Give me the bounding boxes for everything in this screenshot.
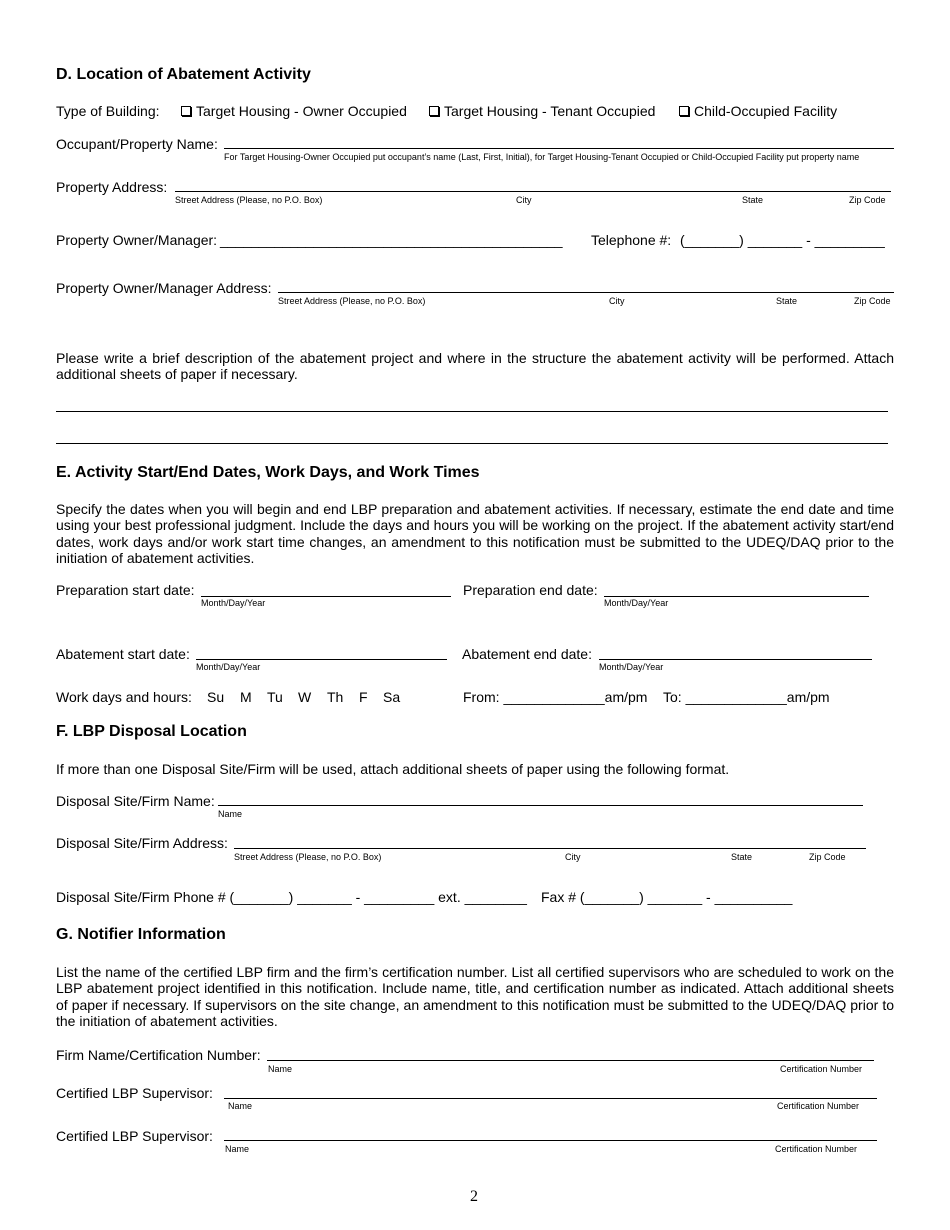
disposal-address-field[interactable]: [234, 848, 866, 849]
name-hint: Name: [228, 1101, 253, 1111]
supervisor-label-1: Certified LBP Supervisor:: [56, 1085, 213, 1101]
section-f-title: F. LBP Disposal Location: [56, 723, 247, 740]
date-hint: Month/Day/Year: [599, 662, 664, 672]
state-hint: State: [742, 195, 764, 205]
section-f-note: If more than one Disposal Site/Firm will be used, attach additional sheets of paper using the following format.: [56, 761, 730, 777]
name-hint: Name: [218, 809, 243, 819]
option-owner-occupied[interactable]: Target Housing - Owner Occupied: [181, 103, 407, 119]
disposal-name-label: Disposal Site/Firm Name:: [56, 793, 215, 809]
property-address-label: Property Address:: [56, 179, 168, 195]
section-d-title: D. Location of Abatement Activity: [56, 66, 311, 83]
occupant-name-label: Occupant/Property Name:: [56, 136, 218, 152]
day-w[interactable]: W: [298, 689, 312, 705]
day-su[interactable]: Su: [207, 689, 225, 705]
abate-end-field[interactable]: [599, 659, 872, 660]
state-hint: State: [776, 296, 798, 306]
checkbox-icon[interactable]: [679, 106, 689, 116]
city-hint: City: [565, 852, 581, 862]
abate-end-label: Abatement end date:: [462, 646, 592, 662]
cert-hint: Certification Number: [780, 1064, 863, 1074]
day-th[interactable]: Th: [327, 689, 344, 705]
street-hint: Street Address (Please, no P.O. Box): [278, 296, 426, 306]
day-tu[interactable]: Tu: [267, 689, 283, 705]
owner-address-field[interactable]: [278, 292, 894, 293]
day-f[interactable]: F: [359, 689, 368, 705]
checkbox-icon[interactable]: [181, 106, 191, 116]
zip-hint: Zip Code: [809, 852, 846, 862]
zip-hint: Zip Code: [849, 195, 886, 205]
section-g-instructions: List the name of the certified LBP firm and the firm’s certification number. List all certified supervisors who are scheduled to work on the LBP abatement project identified in this notification. Include name, title, and certification number as indicated. Attach additional sheets of paper if necessary. If supervisors on the site change, an amendment to this notification must be submitted to the UDEQ/DAQ prior to the initiation of abatement activities.: [56, 964, 894, 1029]
cert-hint: Certification Number: [775, 1144, 858, 1154]
supervisor-field-1[interactable]: [224, 1098, 877, 1099]
disposal-phone-field[interactable]: Disposal Site/Firm Phone # (_______) _______ - _________ ext. ________: [56, 889, 527, 905]
supervisor-field-2[interactable]: [224, 1140, 877, 1141]
supervisor-label-2: Certified LBP Supervisor:: [56, 1128, 213, 1144]
project-description-instructions: Please write a brief description of the abatement project and where in the structure the abatement activity will be performed. Attach additional sheets of paper if necessary.: [56, 350, 894, 383]
work-hours-to-field[interactable]: To: _____________am/pm: [663, 689, 830, 705]
prep-end-field[interactable]: [604, 596, 869, 597]
date-hint: Month/Day/Year: [604, 598, 669, 608]
date-hint: Month/Day/Year: [201, 598, 266, 608]
name-hint: Name: [268, 1064, 293, 1074]
prep-end-label: Preparation end date:: [463, 582, 598, 598]
checkbox-icon[interactable]: [429, 106, 439, 116]
disposal-name-field[interactable]: [218, 805, 863, 806]
city-hint: City: [516, 195, 532, 205]
section-e-title: E. Activity Start/End Dates, Work Days, and Work Times: [56, 464, 480, 481]
city-hint: City: [609, 296, 625, 306]
section-e-instructions: Specify the dates when you will begin and end LBP preparation and abatement activities. If necessary, estimate the end date and time using your best professional judgment. Include the days and hours you will be working on the project. If the abatement activity start/end dates, work days and/or work start time changes, an amendment to this notification must be submitted to the UDEQ/DAQ prior to the initiation of abatement activities.: [56, 501, 894, 566]
section-g-title: G. Notifier Information: [56, 926, 226, 943]
telephone-label: Telephone #:: [591, 232, 672, 248]
state-hint: State: [731, 852, 753, 862]
description-line-1[interactable]: [56, 411, 888, 412]
abate-start-label: Abatement start date:: [56, 646, 190, 662]
firm-cert-label: Firm Name/Certification Number:: [56, 1047, 261, 1063]
street-hint: Street Address (Please, no P.O. Box): [175, 195, 323, 205]
work-hours-from-field[interactable]: From: _____________am/pm: [463, 689, 648, 705]
prep-start-label: Preparation start date:: [56, 582, 195, 598]
property-address-field[interactable]: [175, 191, 891, 192]
telephone-field[interactable]: (_______) _______ - _________: [680, 232, 885, 248]
option-tenant-occupied[interactable]: Target Housing - Tenant Occupied: [429, 103, 655, 119]
prep-start-field[interactable]: [201, 596, 451, 597]
firm-cert-field[interactable]: [267, 1060, 874, 1061]
page-number: 2: [470, 1188, 478, 1205]
owner-manager-label: Property Owner/Manager:: [56, 232, 218, 248]
abate-start-field[interactable]: [196, 659, 447, 660]
date-hint: Month/Day/Year: [196, 662, 261, 672]
day-sa[interactable]: Sa: [383, 689, 401, 705]
owner-manager-field[interactable]: ____________________________________________: [220, 232, 563, 248]
disposal-address-label: Disposal Site/Firm Address:: [56, 835, 228, 851]
disposal-fax-field[interactable]: Fax # (_______) _______ - __________: [541, 889, 793, 905]
name-hint: Name: [225, 1144, 250, 1154]
occupant-name-field[interactable]: [224, 148, 894, 149]
option-child-occupied[interactable]: Child-Occupied Facility: [679, 103, 837, 119]
building-type-label: Type of Building:: [56, 103, 160, 119]
street-hint: Street Address (Please, no P.O. Box): [234, 852, 382, 862]
occupant-name-hint: For Target Housing-Owner Occupied put occupant’s name (Last, First, Initial), for Target Housing-Tenant Occupied or Child-Occupied Facility put property name: [224, 152, 860, 162]
zip-hint: Zip Code: [854, 296, 891, 306]
day-m[interactable]: M: [240, 689, 252, 705]
description-line-2[interactable]: [56, 443, 888, 444]
owner-address-label: Property Owner/Manager Address:: [56, 280, 272, 296]
work-days-label: Work days and hours:: [56, 689, 192, 705]
cert-hint: Certification Number: [777, 1101, 860, 1111]
